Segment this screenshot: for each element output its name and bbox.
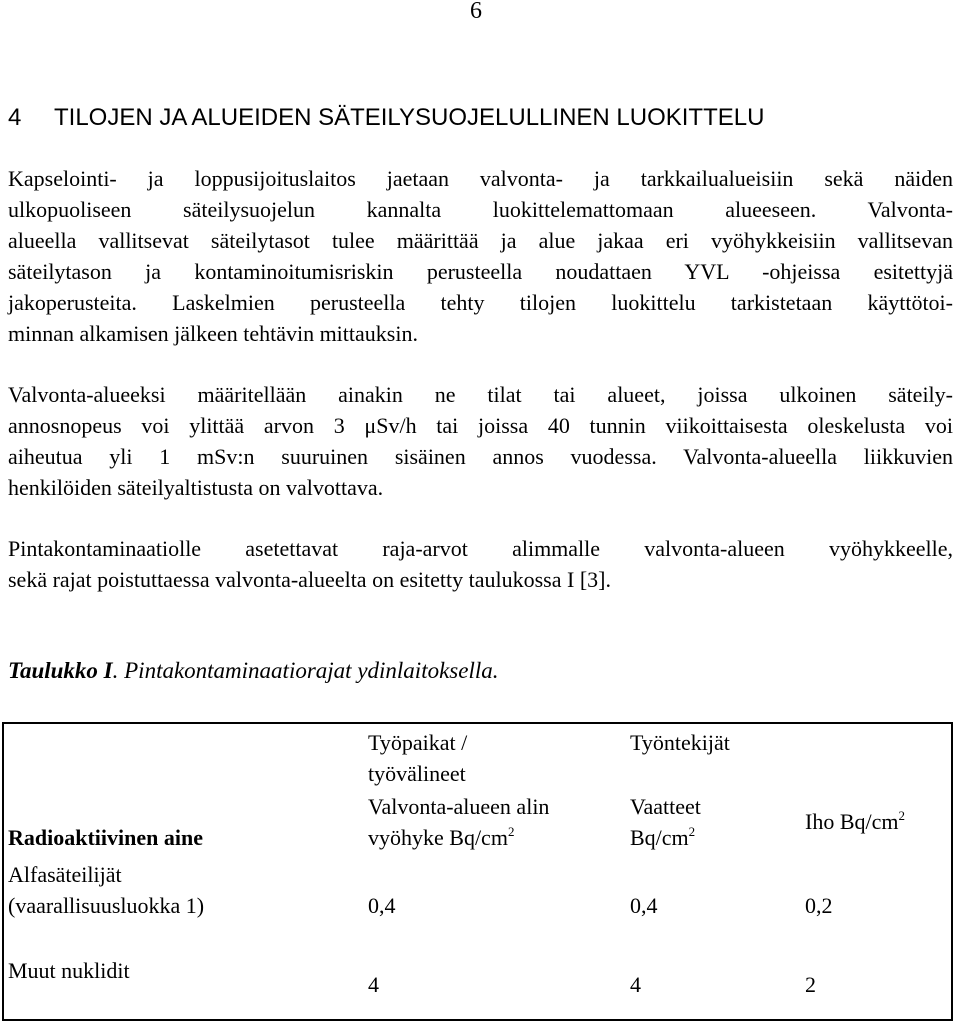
row-other-zone: 4 — [368, 972, 379, 997]
header-substance: Radioaktiivinen aine — [8, 825, 203, 850]
page-number: 6 — [470, 0, 482, 24]
paragraph-2 — [8, 379, 953, 503]
header-skin-label: Iho Bq/cm — [805, 809, 899, 834]
paragraph-line: henkilöiden säteilyaltistusta on valvottava. — [8, 475, 384, 500]
header-workers: Työntekijät — [630, 730, 730, 755]
row-alpha-name-line2: (vaarallisuusluokka 1) — [8, 893, 205, 918]
table-border-top — [2, 722, 953, 724]
paragraph-line: alueella vallitsevat säteilytasot tulee määrittää ja alue jakaa eri vyöhykkeisiin vallitsevan — [8, 228, 953, 253]
row-alpha-clothes: 0,4 — [630, 893, 658, 918]
paragraph-line: säteilytason ja kontaminoitumisriskin perusteella noudattaen YVL -ohjeissa esitettyjä — [8, 259, 953, 284]
paragraph-line: Pintakontaminaatiolle asetettavat raja-arvot alimmalle valvonta-alueen vyöhykkeelle, — [8, 536, 953, 561]
header-clothes-line2 — [630, 822, 695, 853]
header-zone-line2 — [368, 822, 514, 853]
table-border-right — [951, 722, 953, 1021]
header-skin — [805, 806, 905, 837]
table-caption-text: . Pintakontaminaatiorajat ydinlaitoksella. — [112, 658, 499, 683]
paragraph-1 — [8, 163, 953, 349]
paragraph-line: jakoperusteita. Laskelmien perusteella tehty tilojen luokittelu tarkistetaan käyttötoi- — [8, 290, 953, 315]
header-workplaces-line1: Työpaikat / — [368, 730, 468, 755]
paragraph-line: sekä rajat poistuttaessa valvonta-alueelta on esitetty taulukossa I [3]. — [8, 567, 611, 592]
header-zone-line1: Valvonta-alueen alin — [368, 794, 550, 819]
unit-exponent: 2 — [507, 824, 515, 839]
header-clothes-line1: Vaatteet — [630, 794, 701, 819]
section-heading — [8, 104, 764, 132]
row-alpha-zone: 0,4 — [368, 893, 396, 918]
paragraph-line: aiheutua yli 1 mSv:n suuruinen sisäinen annos vuodessa. Valvonta-alueella liikkuvien — [8, 444, 953, 469]
header-clothes-unit: Bq/cm — [630, 825, 689, 850]
paragraph-line: Kapselointi- ja loppusijoituslaitos jaetaan valvonta- ja tarkkailualueisiin sekä näiden — [8, 166, 953, 191]
header-workplaces-line2: työvälineet — [368, 761, 466, 786]
paragraph-line: minnan alkamisen jälkeen tehtävin mittauksin. — [8, 321, 418, 346]
table-caption-label: Taulukko I — [8, 658, 113, 683]
section-number: 4 — [8, 104, 22, 131]
paragraph-line: annosnopeus voi ylittää arvon 3 μSv/h tai joissa 40 tunnin viikoittaisesta oleskelusta voi — [8, 413, 953, 438]
row-other-skin: 2 — [805, 972, 816, 997]
row-alpha-name-line1: Alfasäteilijät — [8, 862, 122, 887]
header-zone-unit: vyöhyke Bq/cm — [368, 825, 508, 850]
unit-exponent: 2 — [898, 808, 905, 823]
row-alpha-skin: 0,2 — [805, 893, 833, 918]
table-caption — [8, 658, 498, 684]
paragraph-line: Valvonta-alueeksi määritellään ainakin ne tilat tai alueet, joissa ulkoinen säteily- — [8, 382, 953, 407]
unit-exponent: 2 — [688, 824, 696, 839]
paragraph-line: ulkopuoliseen säteilysuojelun kannalta luokittelemattomaan alueeseen. Valvonta- — [8, 197, 953, 222]
row-other-name: Muut nuklidit — [8, 958, 130, 983]
paragraph-3 — [8, 533, 953, 595]
row-other-clothes: 4 — [630, 972, 641, 997]
section-title: TILOJEN JA ALUEIDEN SÄTEILYSUOJELULLINEN LUOKITTELU — [54, 104, 765, 131]
table-border-bottom — [2, 1019, 953, 1021]
table-border-left — [2, 722, 4, 1021]
